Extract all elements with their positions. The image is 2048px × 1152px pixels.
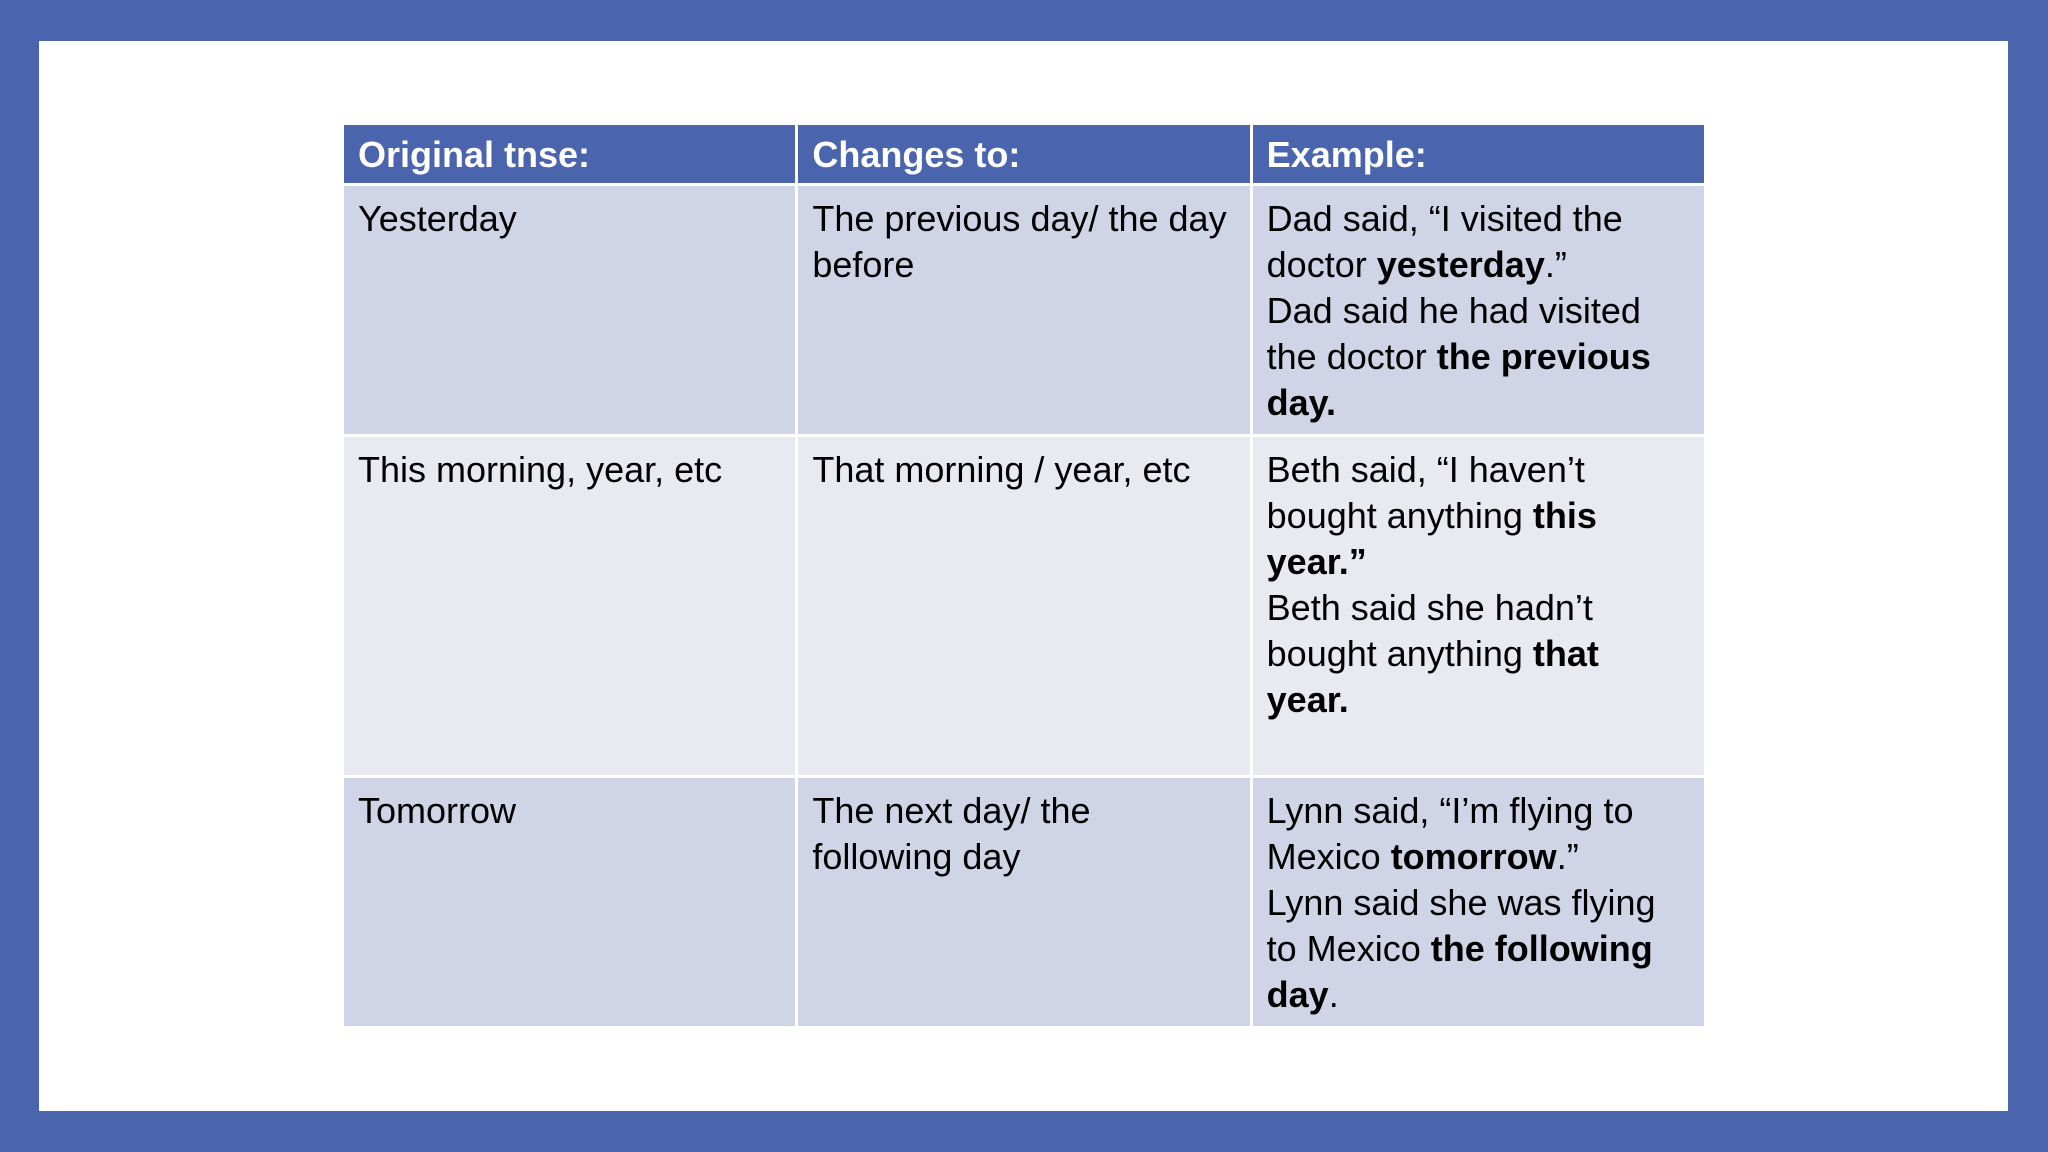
example-direct-speech [1267, 788, 1690, 880]
example-text: .” [1544, 244, 1567, 285]
example-emphasis: the following day [1266, 928, 1653, 1015]
cell-changes-to: That morning / year, etc [797, 436, 1251, 777]
table-row [343, 436, 1706, 777]
example-emphasis: tomorrow [1390, 836, 1557, 877]
example-text: . [1328, 974, 1339, 1015]
example-text: .” [1556, 836, 1579, 877]
cell-example [1251, 777, 1705, 1028]
example-emphasis: yesterday [1376, 244, 1545, 285]
table-row [343, 185, 1706, 436]
cell-original: Yesterday [343, 185, 797, 436]
example-direct-speech [1267, 196, 1690, 288]
table-row [343, 777, 1706, 1028]
example-emphasis: the previous day. [1266, 336, 1651, 423]
example-text: Beth said, “I haven’t bought anything [1266, 449, 1585, 536]
reported-speech-table [341, 122, 1707, 1029]
slide [39, 41, 2008, 1111]
header-original-tense: Original tnse: [343, 124, 797, 185]
header-changes-to: Changes to: [797, 124, 1251, 185]
example-direct-speech [1267, 447, 1690, 585]
cell-original: Tomorrow [343, 777, 797, 1028]
example-reported-speech [1267, 880, 1690, 1018]
example-emphasis: that year. [1266, 633, 1599, 720]
example-text: Dad said he had visited the doctor [1266, 290, 1641, 377]
example-text: Lynn said, “I’m flying to Mexico [1266, 790, 1634, 877]
cell-original: This morning, year, etc [343, 436, 797, 777]
example-text: Dad said, “I visited the doctor [1266, 198, 1623, 285]
example-text: Beth said she hadn’t bought anything [1266, 587, 1593, 674]
cell-changes-to: The previous day/ the day before [797, 185, 1251, 436]
example-emphasis: this year.” [1266, 495, 1597, 582]
cell-example [1251, 436, 1705, 777]
example-reported-speech [1267, 585, 1690, 723]
cell-example [1251, 185, 1705, 436]
table-header-row [343, 124, 1706, 185]
header-example: Example: [1251, 124, 1705, 185]
example-reported-speech [1267, 288, 1690, 426]
example-text: Lynn said she was flying to Mexico [1266, 882, 1656, 969]
cell-changes-to: The next day/ the following day [797, 777, 1251, 1028]
